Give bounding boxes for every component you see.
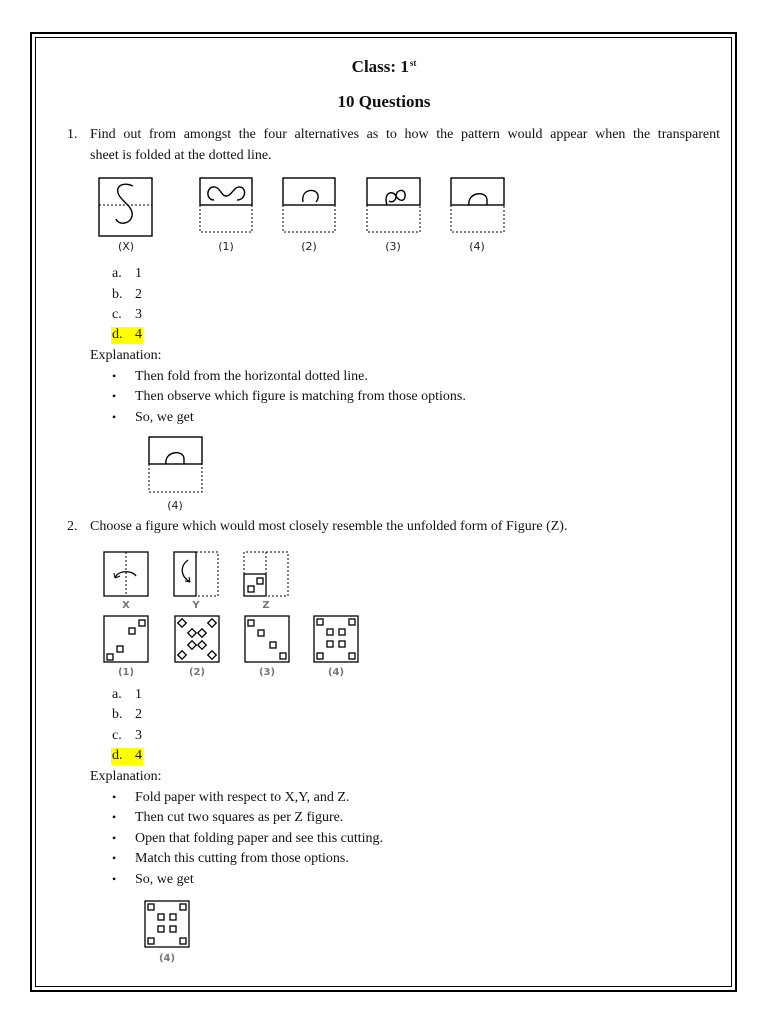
q1-option-value: 1: [135, 266, 142, 281]
bullet-icon: •: [112, 851, 117, 865]
q2-option-value: 1: [135, 687, 142, 702]
q2-option-3-figure: [245, 616, 289, 662]
q1-label-x: (X): [117, 240, 135, 253]
q1-option-2-figure: [283, 178, 335, 232]
q1-explanation-label: Explanation:: [90, 348, 162, 363]
q2-option-letter: c.: [112, 728, 122, 743]
q2-option-4-figure: [314, 616, 358, 662]
q1-explanation-bullet: So, we get: [135, 410, 194, 425]
q1-label-4: (4): [469, 240, 485, 253]
q1-text-line2: sheet is folded at the dotted line.: [90, 148, 272, 163]
q2-fold-label-z: Z: [262, 600, 270, 611]
q2-option-label-1: (1): [117, 667, 135, 678]
q1-answer-figure-label: (4): [167, 499, 183, 512]
q2-option-1-figure: [104, 616, 148, 662]
q2-fold-figures: [100, 548, 300, 614]
q1-label-3: (3): [385, 240, 401, 253]
q2-option-letter-correct: d.: [112, 748, 123, 763]
q2-option-value: 3: [135, 728, 142, 743]
q1-option-letter: a.: [112, 266, 122, 281]
q2-answer-figure: [141, 897, 201, 967]
q2-number: 2.: [67, 519, 78, 534]
q1-option-value: 2: [135, 287, 142, 302]
q2-explanation-bullet: So, we get: [135, 872, 194, 887]
q2-option-label-4: (4): [327, 667, 345, 678]
class-title-sup: st: [409, 58, 417, 68]
q2-explanation-bullet: Match this cutting from those options.: [135, 851, 349, 866]
q1-option-letter: c.: [112, 307, 122, 322]
q1-option-value-correct: 4: [135, 327, 142, 342]
q1-text-line1: Find out from amongst the four alternatives as to how the pattern would appear when the transparent: [90, 127, 720, 142]
q2-explanation-bullet: Then cut two squares as per Z figure.: [135, 810, 344, 825]
q2-option-letter: a.: [112, 687, 122, 702]
bullet-icon: •: [112, 810, 117, 824]
q1-number: 1.: [67, 127, 78, 142]
bullet-icon: •: [112, 369, 117, 383]
q1-answer-figure: [145, 432, 215, 514]
bullet-icon: •: [112, 790, 117, 804]
q2-explanation-bullet: Fold paper with respect to X,Y, and Z.: [135, 790, 350, 805]
q2-text: Choose a figure which would most closely resemble the unfolded form of Figure (Z).: [90, 519, 568, 534]
q1-option-1-figure: [200, 178, 252, 232]
q2-fold-x: [104, 552, 148, 596]
q2-answer-figure-label: (4): [158, 953, 176, 964]
q1-option-3-figure: [367, 178, 420, 232]
q2-option-letter: b.: [112, 707, 123, 722]
q2-fold-z: [244, 552, 288, 596]
bullet-icon: •: [112, 410, 117, 424]
bullet-icon: •: [112, 831, 117, 845]
q1-option-letter: b.: [112, 287, 123, 302]
q1-figures: [90, 172, 520, 262]
q2-option-2-figure: [175, 616, 219, 662]
q1-label-2: (2): [301, 240, 317, 253]
q2-explanation-label: Explanation:: [90, 769, 162, 784]
q2-option-value: 2: [135, 707, 142, 722]
q2-fold-label-x: X: [122, 600, 130, 611]
q1-figure-x: [99, 178, 152, 236]
questions-count-title: 10 Questions: [337, 92, 431, 111]
q1-explanation-bullet: Then fold from the horizontal dotted line.: [135, 369, 368, 384]
q1-option-value: 3: [135, 307, 142, 322]
q2-explanation-bullet: Open that folding paper and see this cutting.: [135, 831, 384, 846]
q2-option-label-2: (2): [188, 667, 206, 678]
q2-option-value-correct: 4: [135, 748, 142, 763]
q2-option-figures: [100, 612, 370, 682]
class-title: Class: 1st: [351, 57, 417, 76]
q1-label-1: (1): [218, 240, 234, 253]
q2-option-label-3: (3): [258, 667, 276, 678]
q1-explanation-bullet: Then observe which figure is matching from those options.: [135, 389, 466, 404]
bullet-icon: •: [112, 389, 117, 403]
q2-fold-label-y: Y: [192, 600, 200, 611]
q1-option-letter-correct: d.: [112, 327, 123, 342]
q2-fold-y: [174, 552, 218, 596]
q1-option-4-figure: [451, 178, 504, 232]
bullet-icon: •: [112, 872, 117, 886]
